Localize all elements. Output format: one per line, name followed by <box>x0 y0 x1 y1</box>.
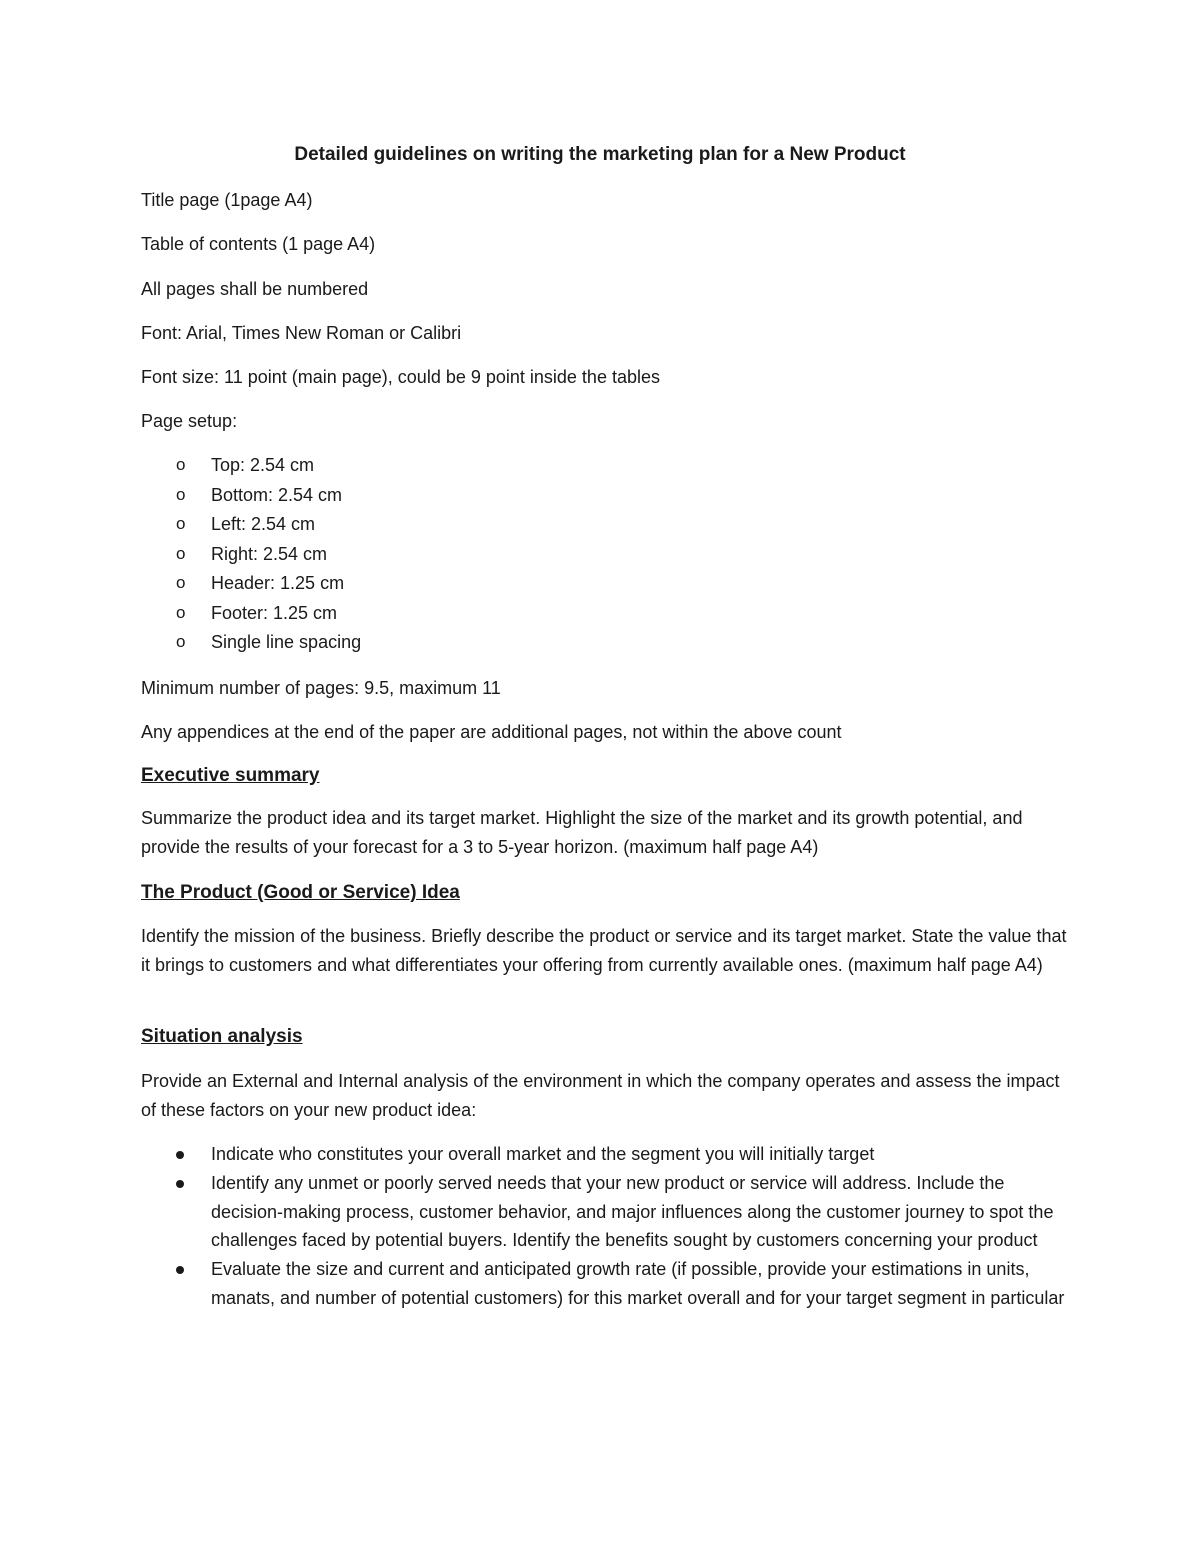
situation-analysis-list <box>0 1140 1066 1313</box>
page-setup-label: Page setup: <box>141 411 238 431</box>
section-body-product-idea: Identify the mission of the business. Briefly describe the product or service and its target market. State the value that it brings to customers and what differentiates your offering from currently available ones. (maximum half page A4) <box>141 926 1067 975</box>
list-item-text: Header: 1.25 cm <box>211 573 345 593</box>
page-numbering-line: All pages shall be numbered <box>141 279 369 299</box>
page-count-line: Minimum number of pages: 9.5, maximum 11 <box>141 678 501 698</box>
bullet-icon <box>176 1180 184 1188</box>
list-item-text: Footer: 1.25 cm <box>211 602 338 623</box>
section-body-executive-summary: Summarize the product idea and its target market. Highlight the size of the market and its growth potential, and provide the results of your forecast for a 3 to 5-year horizon. (maximum half page A4) <box>141 808 1023 857</box>
list-item <box>0 1255 1066 1313</box>
list-marker: o <box>176 514 186 533</box>
list-marker: o <box>176 543 186 563</box>
list-item-text: Right: 2.54 cm <box>211 543 328 564</box>
list-item <box>0 1140 1066 1169</box>
list-item-text: Evaluate the size and current and anticipated growth rate (if possible, provide your estimations in units, manats, and number of potential customers) for this market overall and for your target segment in particular <box>211 1259 1065 1308</box>
font-size-line: Font size: 11 point (main page), could be 9 point inside the tables <box>141 367 660 387</box>
list-marker: o <box>176 632 186 651</box>
section-heading-situation-analysis: Situation analysis <box>141 1026 303 1047</box>
list-marker: o <box>176 484 186 504</box>
document-title: Detailed guidelines on writing the marketing plan for a New Product <box>294 144 906 165</box>
list-marker: o <box>176 455 186 474</box>
title-page-line: Title page (1page A4) <box>141 190 313 210</box>
list-marker: o <box>176 573 186 592</box>
bullet-icon <box>176 1151 184 1159</box>
list-item-text: Identify any unmet or poorly served needs that your new product or service will address. Include the decision-making process, customer behavior, and major influences along the customer journey to spot the challenges faced by potential buyers. Identify the benefits sought by customers concerning your product <box>211 1172 1054 1251</box>
list-marker: o <box>176 602 186 622</box>
list-item <box>0 1169 1066 1255</box>
list-item-text: Top: 2.54 cm <box>211 455 315 475</box>
font-line: Font: Arial, Times New Roman or Calibri <box>141 323 462 343</box>
appendices-line: Any appendices at the end of the paper are additional pages, not within the above count <box>141 722 842 742</box>
table-of-contents-line: Table of contents (1 page A4) <box>141 234 376 254</box>
section-heading-executive-summary: Executive summary <box>141 765 320 786</box>
section-body-situation-analysis: Provide an External and Internal analysis of the environment in which the company operates and assess the impact of these factors on your new product idea: <box>141 1071 1060 1120</box>
list-item-text: Bottom: 2.54 cm <box>211 484 343 505</box>
bullet-icon <box>176 1266 184 1274</box>
list-item-text: Indicate who constitutes your overall market and the segment you will initially target <box>211 1144 875 1164</box>
section-heading-product-idea: The Product (Good or Service) Idea <box>141 882 460 903</box>
list-item-text: Left: 2.54 cm <box>211 514 316 534</box>
list-item-text: Single line spacing <box>211 632 362 652</box>
